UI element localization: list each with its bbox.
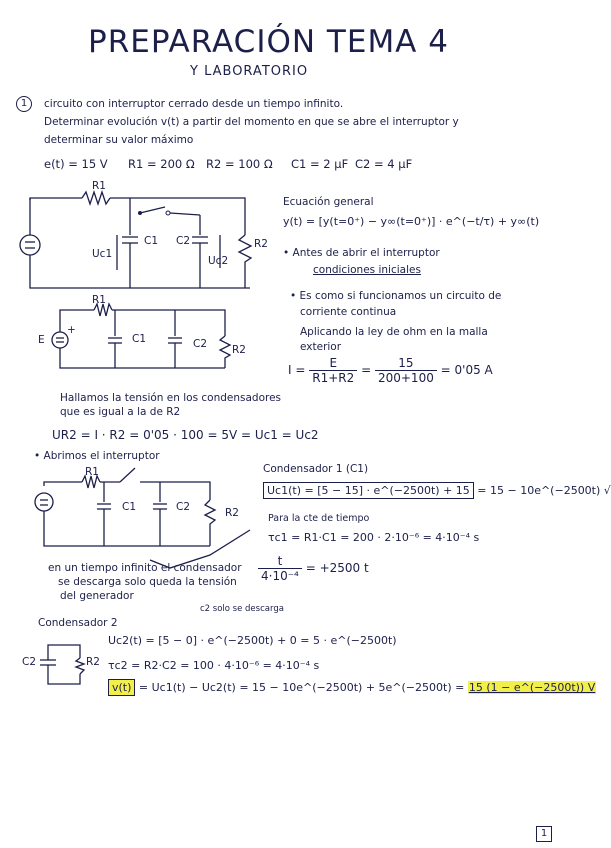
circuit3-label-c2: C2 — [176, 501, 191, 513]
final-result: 15 (1 − e^(−2500t)) V — [468, 681, 596, 694]
circuit3-label-r1: R1 — [85, 466, 99, 478]
cap1-tau-equation: τc1 = R1·C1 = 200 · 2·10⁻⁶ = 4·10⁻⁴ s — [268, 531, 480, 544]
final-lhs: v(t) — [108, 679, 135, 696]
bullet-1b: condiciones iniciales — [313, 264, 421, 276]
cap1-note-c: del generador — [60, 590, 134, 602]
circuit1-label-uc1: Uc1 — [92, 248, 113, 260]
cap2-note: c2 solo se descarga — [200, 604, 284, 614]
circuit2-label-plus: + — [67, 324, 76, 336]
general-heading: Ecuación general — [283, 196, 374, 208]
circuit1-label-c2: C2 — [176, 235, 191, 247]
circuit2-label-r2: R2 — [232, 344, 246, 356]
circuit1-label-r2: R2 — [254, 238, 268, 250]
problem-line-3: determinar su valor máximo — [44, 134, 194, 146]
tension-equation: UR2 = I · R2 = 0'05 · 100 = 5V = Uc1 = Uc2 — [52, 428, 319, 442]
circuit3-label-c1: C1 — [122, 501, 137, 513]
cap1-equation: Uc1(t) = [5 − 15] · e^(−2500t) + 15 = 15 − 10e^(−2500t) √ — [263, 484, 611, 497]
tension-text-a: Hallamos la tensión en los condensadores — [60, 392, 282, 404]
final-equation: v(t) = Uc1(t) − Uc2(t) = 15 − 10e^(−2500t) + 5e^(−2500t) = 15 (1 − e^(−2500t)) V — [108, 681, 596, 694]
ohm-line-b: exterior — [300, 341, 342, 353]
cap2-tau-equation: τc2 = R2·C2 = 100 · 4·10⁻⁶ = 4·10⁻⁴ s — [108, 659, 320, 672]
circuit2-label-r1: R1 — [92, 294, 106, 306]
data-e: e(t) = 15 V — [44, 157, 108, 171]
cap2-heading: Condensador 2 — [38, 617, 118, 629]
ohm-line-a: Aplicando la ley de ohm en la malla — [300, 326, 488, 338]
bullet-dot: • — [283, 247, 293, 259]
cap1-heading: Condensador 1 (C1) — [263, 463, 369, 475]
page-number: 1 — [536, 826, 552, 842]
circuit2-label-c1: C1 — [132, 333, 147, 345]
circuit2-label-c2: C2 — [193, 338, 208, 350]
data-c1: C1 = 2 μF — [291, 157, 349, 171]
data-r2: R2 = 100 Ω — [206, 157, 273, 171]
cap1-note-a: en un tiempo infinito el condensador — [48, 562, 242, 574]
cap2-equation: Uc2(t) = [5 − 0] · e^(−2500t) + 0 = 5 · e^(−2500t) — [108, 634, 397, 647]
data-c2: C2 = 4 μF — [355, 157, 413, 171]
problem-line-1: circuito con interruptor cerrado desde un tiempo infinito. — [44, 98, 344, 110]
problem-number: 1 — [16, 96, 32, 112]
current-equation: I = $\frac{E}{R1+R2}$ = $\frac{15}{200+100}$ = 0'05 A — [288, 356, 493, 385]
open-switch-text: • Abrimos el interruptor — [34, 450, 160, 462]
cap1-tau-label: Para la cte de tiempo — [268, 513, 370, 524]
page-subtitle: Y LABORATORIO — [190, 64, 309, 79]
c2-circuit-label-r2: R2 — [86, 656, 100, 668]
tension-text-b: que es igual a la de R2 — [60, 406, 181, 418]
circuit2-label-e: E — [38, 334, 45, 346]
bullet-1a: • Antes de abrir el interruptor — [283, 247, 440, 259]
page-title: PREPARACIÓN TEMA 4 — [88, 24, 449, 60]
problem-line-2: Determinar evolución v(t) a partir del momento en que se abre el interruptor y — [44, 116, 459, 128]
bullet-2b: corriente continua — [300, 306, 397, 318]
cap1-note-b: se descarga solo queda la tensión — [58, 576, 237, 588]
data-r1: R1 = 200 Ω — [128, 157, 195, 171]
circuit3-label-r2: R2 — [225, 507, 239, 519]
circuit1-label-c1: C1 — [144, 235, 159, 247]
c2-circuit-label-c2: C2 — [22, 656, 37, 668]
circuit1-label-uc2: Uc2 — [208, 255, 229, 267]
circuit1-label-r1: R1 — [92, 180, 106, 192]
cap1-exponent: $\frac{t}{\text{4·10⁻⁴}}$ = +2500 t — [258, 554, 369, 583]
bullet-2a: • Es como si funcionamos un circuito de — [290, 290, 502, 302]
general-equation: y(t) = [y(t=0⁺) − y∞(t=0⁺)] · e^(−t/τ) + y∞(t) — [283, 215, 540, 228]
